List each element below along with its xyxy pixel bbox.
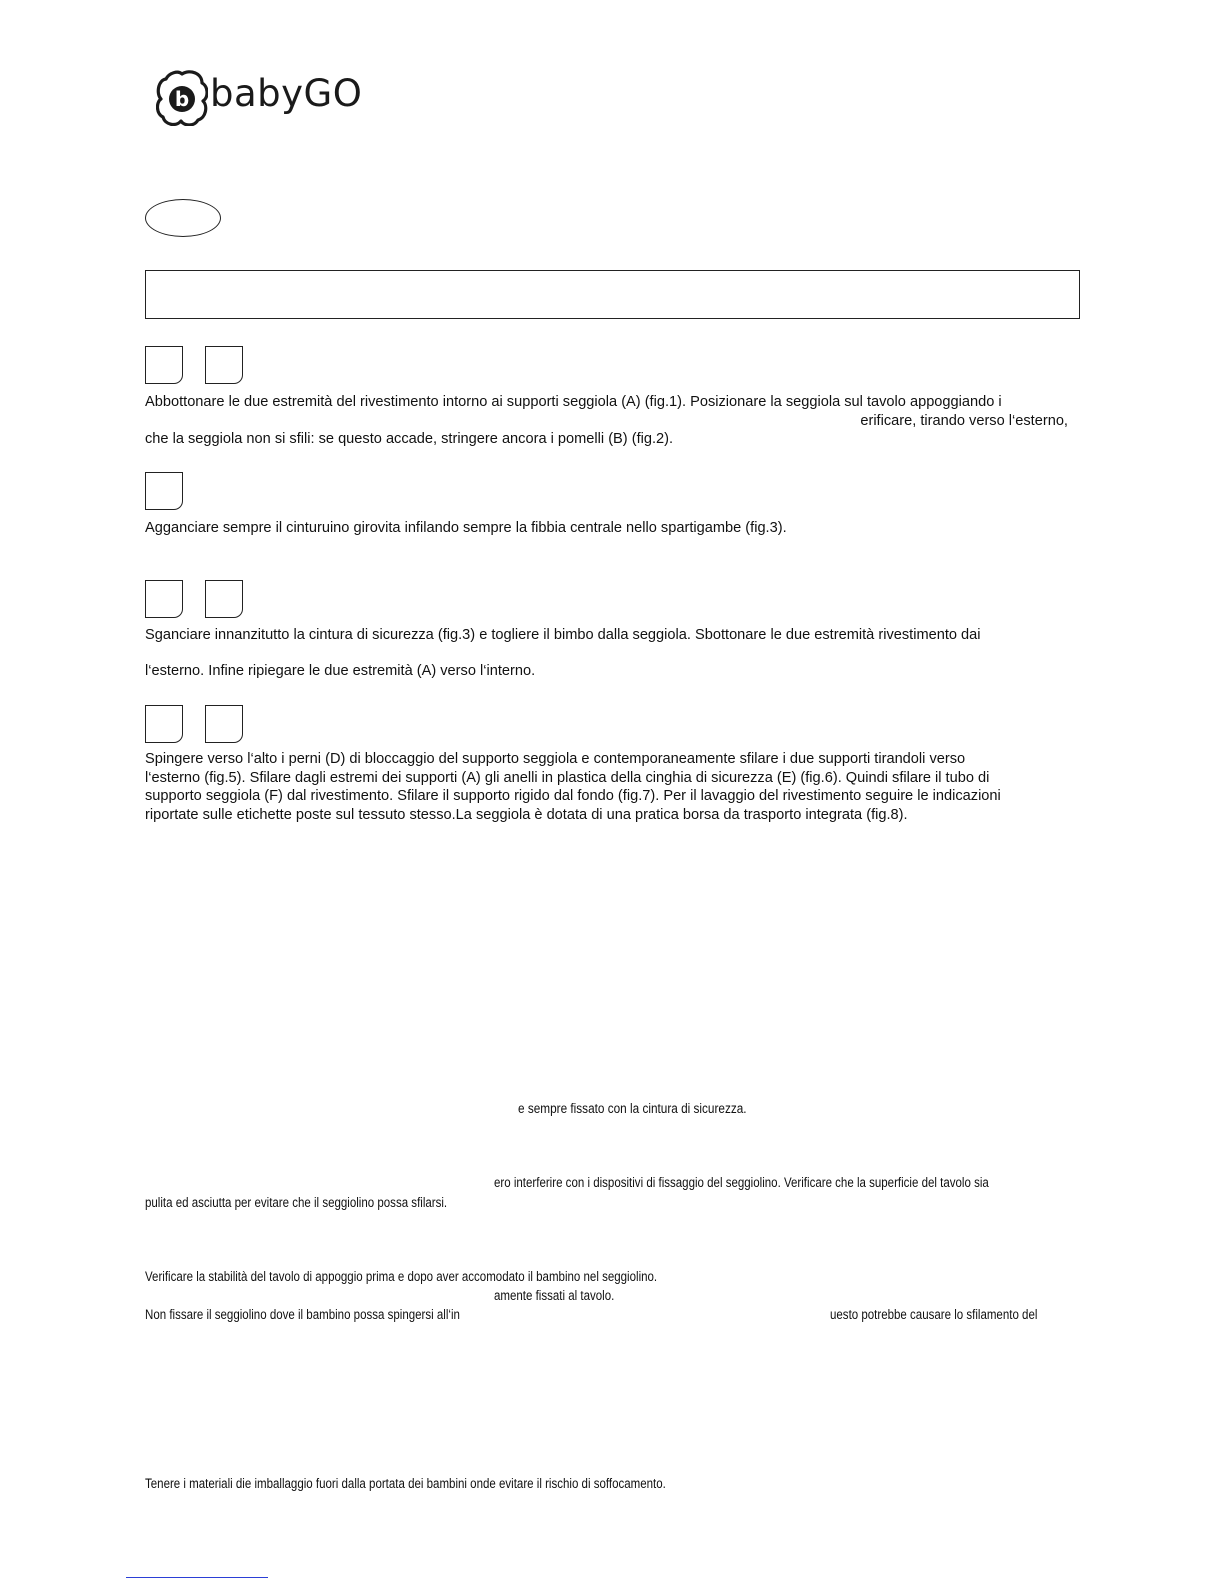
figure-box bbox=[145, 472, 183, 510]
warning-text: Tenere i materiali die imballaggio fuori dalla portata dei bambini onde evitare il rischio di soffocamento. bbox=[145, 1476, 666, 1491]
brand-name: babyGO bbox=[210, 72, 363, 115]
warning-text: uesto potrebbe causare lo sfilamento del bbox=[830, 1307, 1038, 1322]
figure-box bbox=[205, 580, 243, 618]
text-line: Agganciare sempre il cinturuino girovita infilando sempre la fibbia centrale nello spartigambe (fig.3). bbox=[145, 520, 787, 536]
brand-logo bbox=[156, 70, 363, 128]
svg-text:b: b bbox=[174, 87, 190, 111]
figure-box bbox=[145, 705, 183, 743]
text-line: erificare, tirando verso l‘esterno, bbox=[860, 412, 1068, 429]
warning-text: pulita ed asciutta per evitare che il seggiolino possa sfilarsi. bbox=[145, 1195, 448, 1210]
language-badge bbox=[145, 199, 221, 237]
text-line: Sganciare innanzitutto la cintura di sicurezza (fig.3) e togliere il bimbo dalla seggiola. Sbottonare le due estremità rivestimento dai bbox=[145, 627, 981, 643]
warning-text: Verificare la stabilità del tavolo di appoggio prima e dopo aver accomodato il bambino nel seggiolino. bbox=[145, 1269, 658, 1284]
babygo-logo-icon bbox=[156, 70, 208, 126]
warning-text: Non fissare il seggiolino dove il bambino possa spingersi all‘in bbox=[145, 1307, 460, 1322]
section-3-text-cont bbox=[145, 662, 1067, 681]
warning-text: amente fissati al tavolo. bbox=[494, 1288, 615, 1303]
text-line: Abbottonare le due estremità del rivestimento intorno ai supporti seggiola (A) (fig.1). Posizionare la seggiola sul tavolo appoggiando i bbox=[145, 394, 1002, 410]
text-line: riportate sulle etichette poste sul tessuto stesso.La seggiola è dotata di una pratica borsa da trasporto integrata (fig.8). bbox=[145, 806, 908, 823]
text-line: supporto seggiola (F) dal rivestimento. Sfilare il supporto rigido dal fondo (fig.7). Per il lavaggio del rivestimento seguire le indicazioni bbox=[145, 788, 1001, 805]
section-4-text bbox=[145, 750, 1067, 824]
text-line: Spingere verso l‘alto i perni (D) di bloccaggio del supporto seggiola e contemporaneamente sfilare i due supporti tirandoli verso bbox=[145, 751, 966, 767]
warning-text: e sempre fissato con la cintura di sicurezza. bbox=[518, 1101, 747, 1116]
text-line: l‘esterno (fig.5). Sfilare dagli estremi dei supporti (A) gli anelli in plastica della cinghia di sicurezza (E) (fig.6). Quindi sfilare il tubo di bbox=[145, 769, 990, 786]
title-banner bbox=[145, 270, 1080, 319]
text-line: che la seggiola non si sfili: se questo accade, stringere ancora i pomelli (B) (fig.2). bbox=[145, 431, 674, 448]
section-3-text bbox=[145, 626, 1067, 645]
figure-box bbox=[205, 346, 243, 384]
section-1-text bbox=[145, 393, 1067, 449]
text-line: l‘esterno. Infine ripiegare le due estremità (A) verso l‘interno. bbox=[145, 663, 536, 679]
figure-box bbox=[145, 580, 183, 618]
warning-text: ero interferire con i dispositivi di fissaggio del seggiolino. Verificare che la superficie del tavolo sia bbox=[494, 1175, 989, 1190]
figure-box bbox=[205, 705, 243, 743]
section-2-text bbox=[145, 519, 1067, 538]
footer-rule bbox=[126, 1577, 268, 1578]
figure-box bbox=[145, 346, 183, 384]
